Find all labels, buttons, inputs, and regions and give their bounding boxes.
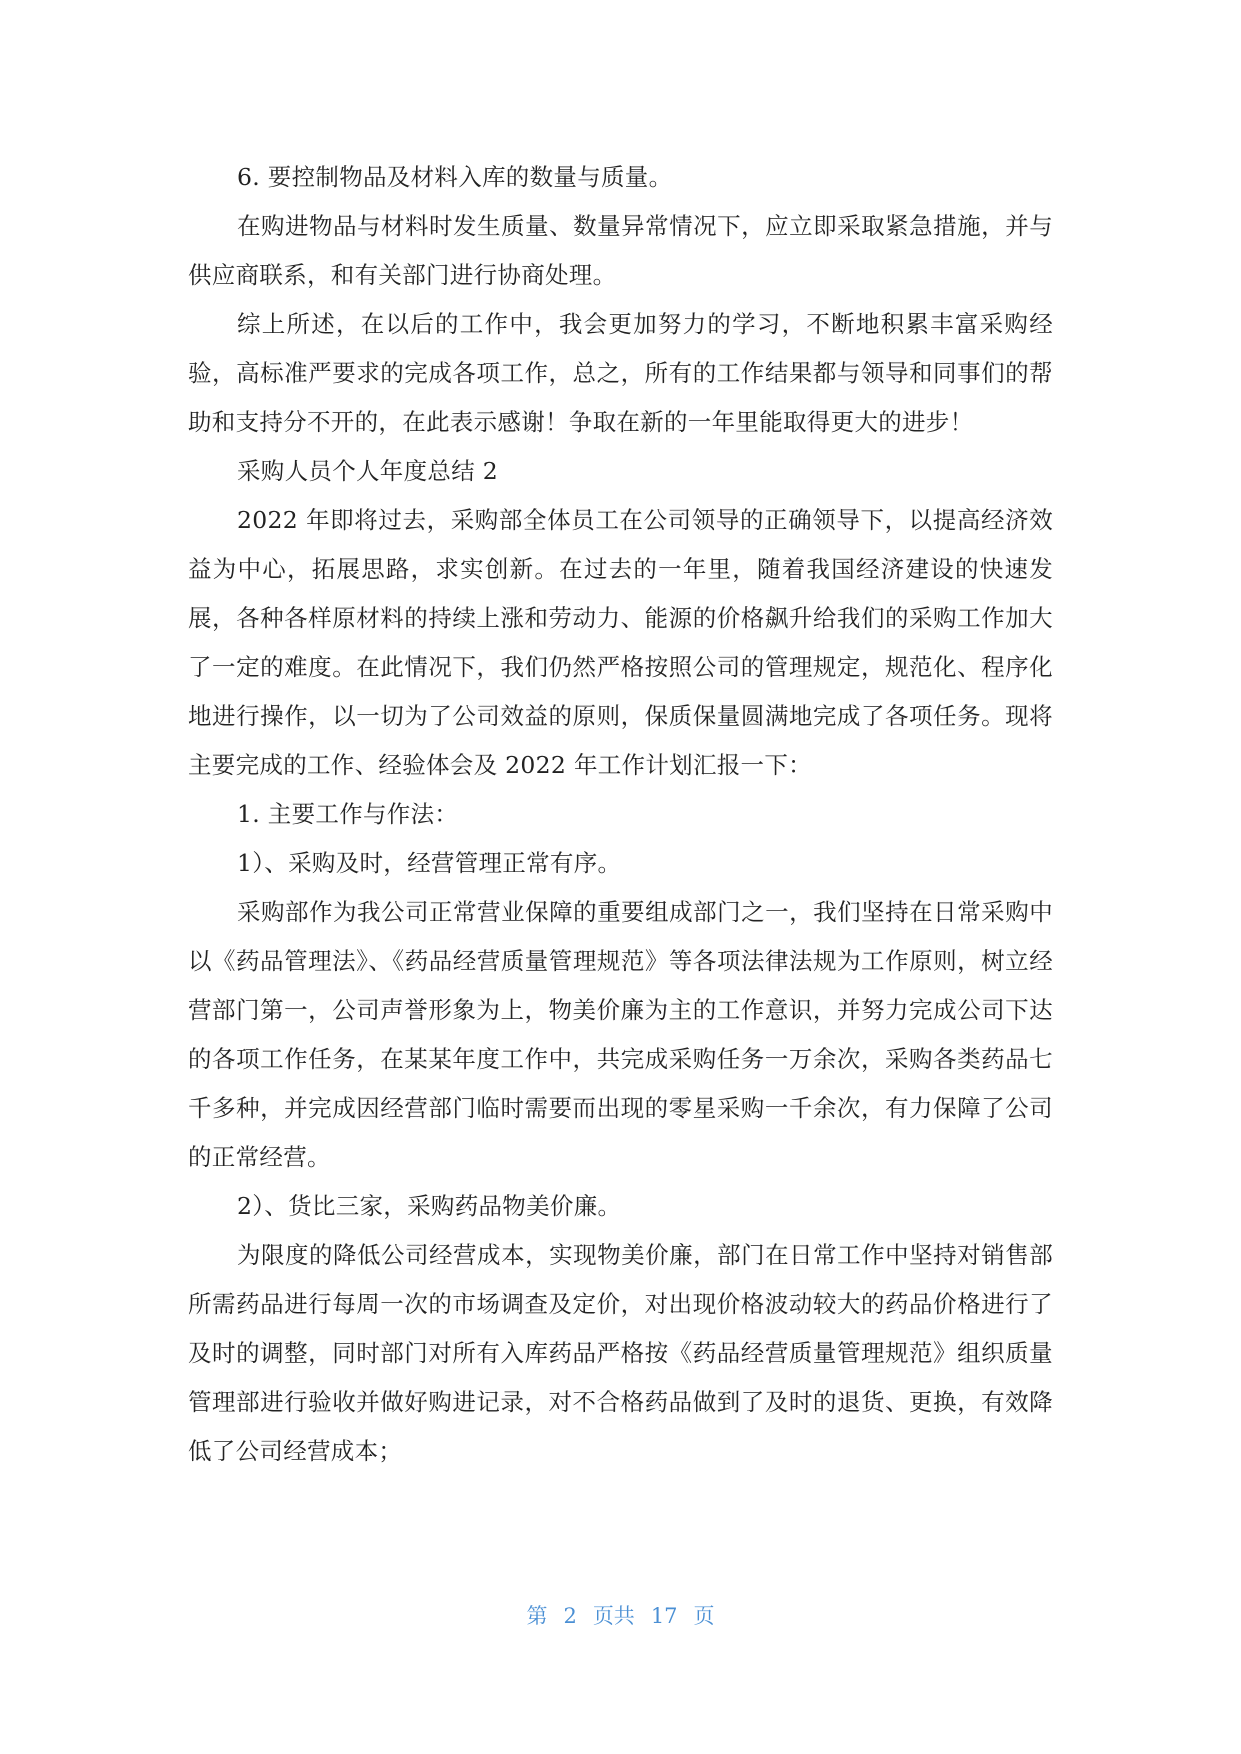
paragraph-summary: 综上所述，在以后的工作中，我会更加努力的学习，不断地积累丰富采购经验，高标准严要求的完成各项工作，总之，所有的工作结果都与领导和同事们的帮助和支持分不开的，在此表示感谢！争取在新的一年里能取得更大的进步！ [188, 310, 1053, 436]
footer-label-di: 第 [526, 1604, 548, 1628]
footer-label-ye-gong: 页共 [592, 1604, 635, 1628]
paragraph-item-6: 6. 要控制物品及材料入库的数量与质量。 [237, 163, 673, 191]
subheading-timely-purchase: 1）、采购及时，经营管理正常有序。 [237, 849, 622, 877]
paragraph-intro-2022: 2022 年即将过去，采购部全体员工在公司领导的正确领导下，以提高经济效益为中心，拓展思路，求实创新。在过去的一年里，随着我国经济建设的快速发展，各种各样原材料的持续上涨和劳动力、能源的价格飙升给我们的采购工作加大了一定的难度。在此情况下，我们仍然严格按照公司的管理规定，规范化、程序化地进行操作，以一切为了公司效益的原则，保质保量圆满地完成了各项任务。现将主要完成的工作、经验体会及 2022 年工作计划汇报一下： [188, 506, 1053, 779]
subheading-main-work: 1. 主要工作与作法： [237, 800, 459, 828]
paragraph-purchase-department: 采购部作为我公司正常营业保障的重要组成部门之一，我们坚持在日常采购中以《药品管理法》、《药品经营质量管理规范》等各项法律法规为工作原则，树立经营部门第一，公司声誉形象为上，物美价廉为主的工作意识，并努力完成公司下达的各项工作任务，在某某年度工作中，共完成采购任务一万余次，采购各类药品七千多种，并完成因经营部门临时需要而出现的零星采购一千余次，有力保障了公司的正常经营。 [188, 898, 1053, 1171]
document-body [188, 153, 1053, 1476]
page-number-footer [0, 1600, 1241, 1630]
subheading-compare-prices: 2）、货比三家，采购药品物美价廉。 [237, 1192, 622, 1220]
paragraph-cost-reduction: 为限度的降低公司经营成本，实现物美价廉，部门在日常工作中坚持对销售部所需药品进行每周一次的市场调查及定价，对出现价格波动较大的药品价格进行了及时的调整，同时部门对所有入库药品严格按《药品经营质量管理规范》组织质量管理部进行验收并做好购进记录，对不合格药品做到了及时的退货、更换，有效降低了公司经营成本； [188, 1241, 1053, 1465]
footer-current-page: 2 [563, 1604, 577, 1628]
section-heading: 采购人员个人年度总结 2 [237, 457, 499, 485]
paragraph-quality-exception: 在购进物品与材料时发生质量、数量异常情况下，应立即采取紧急措施，并与供应商联系，和有关部门进行协商处理。 [188, 212, 1053, 289]
footer-label-ye: 页 [693, 1604, 715, 1628]
footer-total-pages: 17 [650, 1604, 678, 1628]
